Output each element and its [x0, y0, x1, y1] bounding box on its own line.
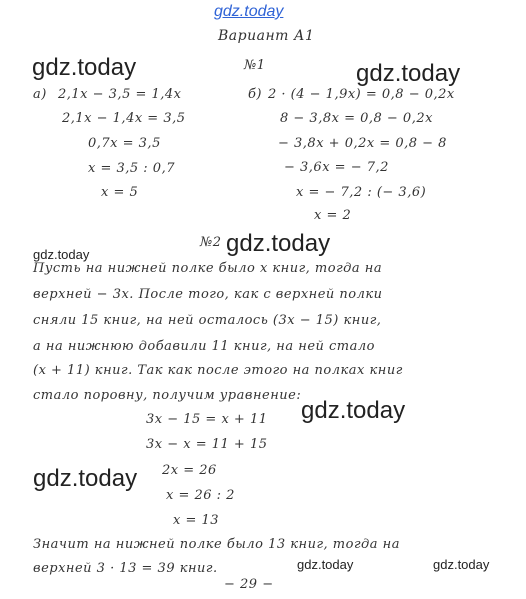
task-1b-line: − 3,6x = − 7,2: [284, 160, 389, 175]
watermark: gdz.today: [297, 557, 354, 572]
task-2-text-line: сняли 15 книг, на ней осталось (3x − 15) книг,: [33, 313, 382, 328]
watermark: gdz.today: [356, 60, 461, 87]
task-2-number: №2: [200, 235, 222, 250]
watermark: gdz.today: [301, 397, 406, 424]
watermark: gdz.today: [32, 54, 137, 81]
task-1b-line: − 3,8x + 0,2x = 0,8 − 8: [278, 136, 447, 151]
page-number: − 29 −: [224, 577, 274, 592]
task-1a-line: x = 5: [101, 185, 139, 200]
task-1b-line: x = 2: [314, 208, 352, 223]
watermark: gdz.today: [33, 465, 138, 492]
task-2-text-line: Пусть на нижней полке было x книг, тогда на: [33, 261, 383, 276]
task-2-equation: 3x − 15 = x + 11: [146, 412, 268, 427]
task-2-equation: x = 26 : 2: [166, 488, 235, 503]
task-2-text-line: (x + 11) книг. Так как после этого на полках книг: [33, 363, 403, 378]
task-1a-label: а): [33, 87, 47, 102]
task-2-text-line: верхней − 3x. После того, как с верхней полки: [33, 287, 383, 302]
task-2-equation: 3x − x = 11 + 15: [146, 437, 268, 452]
task-2-text-line: а на нижнюю добавили 11 книг, на ней стало: [33, 339, 375, 354]
task-1a-line: x = 3,5 : 0,7: [88, 161, 175, 176]
task-2-answer-line: верхней 3 · 13 = 39 книг.: [33, 561, 218, 576]
task-1a-line: 0,7x = 3,5: [88, 136, 161, 151]
task-2-equation: 2x = 26: [162, 463, 217, 478]
task-1-number: №1: [244, 58, 266, 73]
watermark: gdz.today: [433, 557, 490, 572]
task-1b-line: 2 · (4 − 1,9x) = 0,8 − 0,2x: [268, 87, 455, 102]
watermark-top: gdz.today: [214, 3, 284, 20]
task-2-answer-line: Значит на нижней полке было 13 книг, тогда на: [33, 537, 400, 552]
task-1a-line: 2,1x − 3,5 = 1,4x: [58, 87, 182, 102]
task-1a-line: 2,1x − 1,4x = 3,5: [62, 111, 186, 126]
watermark: gdz.today: [226, 230, 331, 257]
task-1b-line: 8 − 3,8x = 0,8 − 0,2x: [280, 111, 433, 126]
variant-heading: Вариант А1: [218, 28, 315, 44]
task-2-text-line: стало поровну, получим уравнение:: [33, 388, 302, 403]
watermark: gdz.today: [33, 247, 90, 262]
task-1b-line: x = − 7,2 : (− 3,6): [296, 185, 427, 200]
task-1b-label: б): [248, 87, 263, 102]
task-2-equation: x = 13: [173, 513, 220, 528]
